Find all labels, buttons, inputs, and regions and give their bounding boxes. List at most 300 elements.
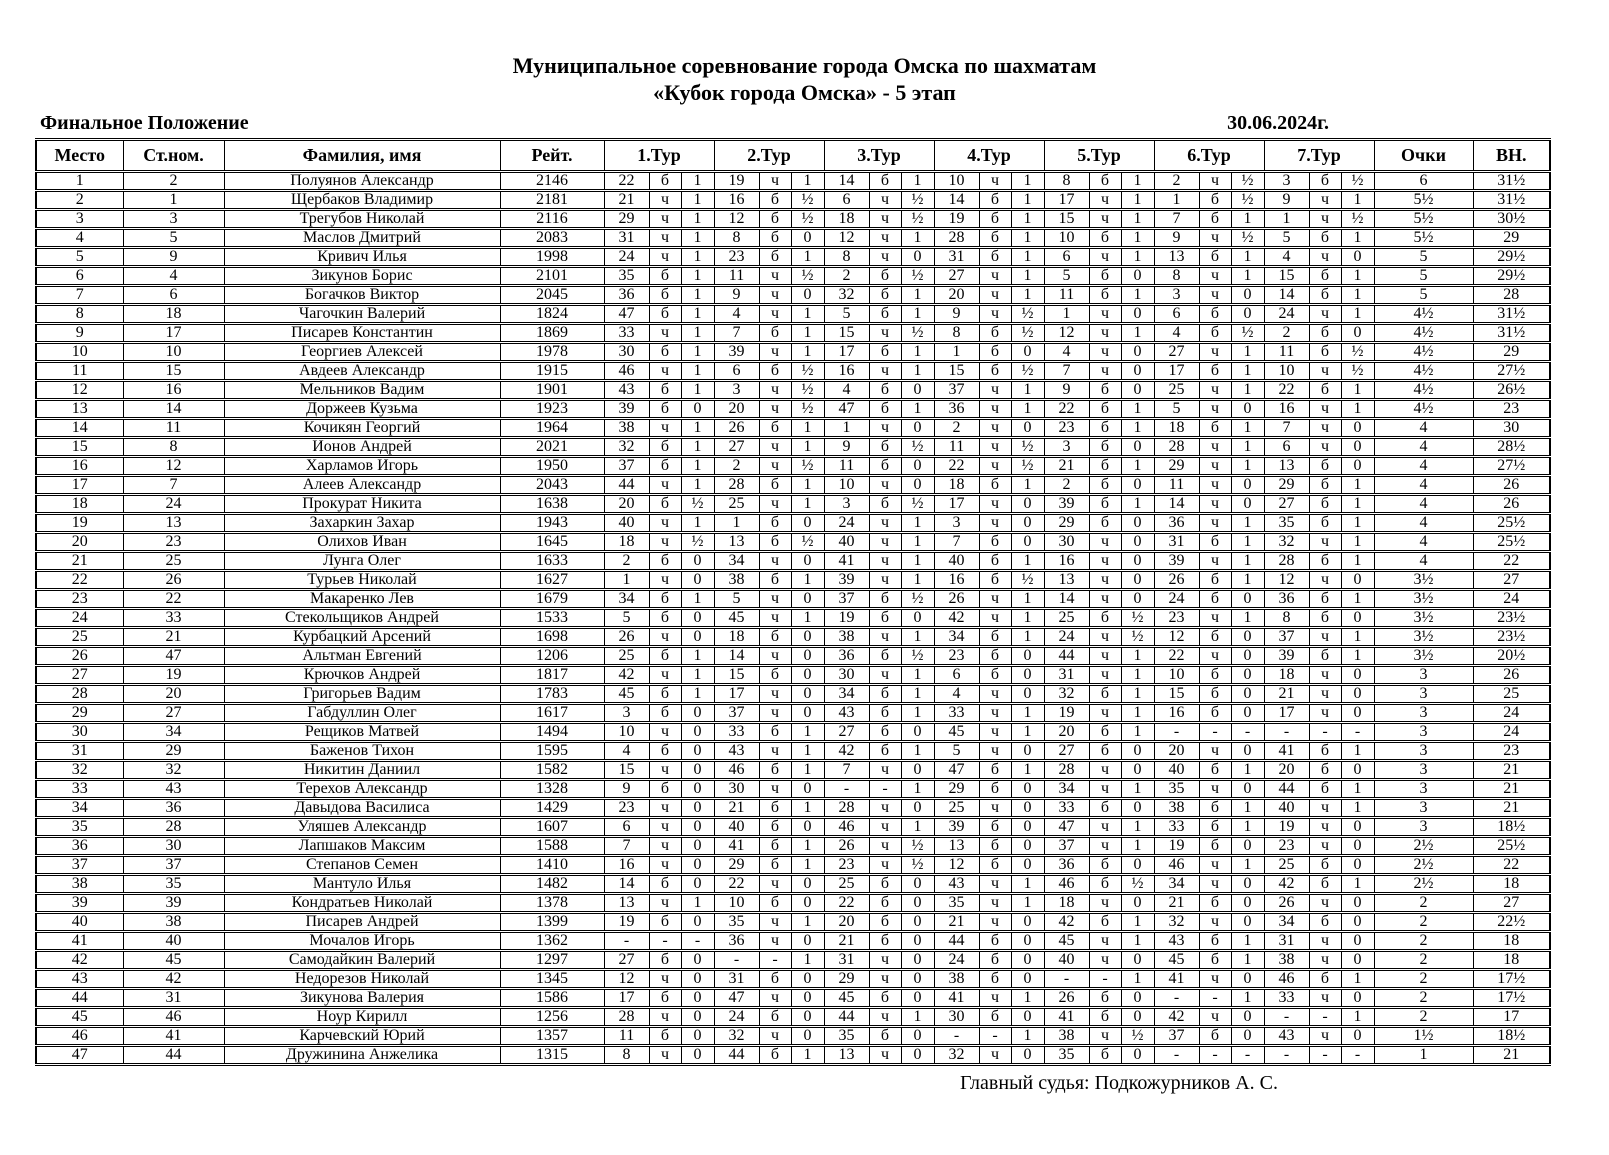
round-1-color-cell: б [649,438,681,457]
player-name-cell: Карчевский Юрий [224,1027,500,1046]
round-1-color-cell: ч [649,229,681,248]
round-6-color-cell: б [1199,419,1231,438]
round-5-color-cell: - [1089,970,1121,989]
player-name-cell: Стекольщиков Андрей [224,609,500,628]
player-name-cell: Писарев Константин [224,324,500,343]
round-7-opponent-cell: 28 [1264,552,1309,571]
round-5-opponent-cell: 9 [1044,381,1089,400]
round-3-result-cell: 1 [901,343,934,362]
round-3-color-cell: б [869,1027,901,1046]
round-7-opponent-cell: 8 [1264,609,1309,628]
rating-cell: 1783 [500,685,604,704]
round-5-result-cell: 0 [1121,514,1154,533]
round-5-result-cell: 1 [1121,419,1154,438]
round-5-result-cell: 0 [1121,381,1154,400]
round-1-result-cell: 0 [681,609,714,628]
table-row [36,324,1550,343]
place-cell: 20 [36,533,123,552]
round-6-result-cell: 1 [1231,210,1264,229]
round-1-result-cell: 0 [681,837,714,856]
place-cell: 26 [36,647,123,666]
round-4-color-cell: б [979,951,1011,970]
points-cell: 6 [1374,172,1473,191]
round-7-opponent-cell: 33 [1264,989,1309,1008]
round-4-opponent-cell: 6 [934,666,979,685]
round-1-result-cell: 1 [681,438,714,457]
round-6-result-cell: 1 [1231,932,1264,951]
round-6-result-cell: 1 [1231,514,1264,533]
round-3-color-cell: ч [869,324,901,343]
rating-cell: 1533 [500,609,604,628]
rating-cell: 1817 [500,666,604,685]
round-6-opponent-cell: 1 [1154,191,1199,210]
round-3-result-cell: 1 [901,400,934,419]
round-3-opponent-cell: 13 [824,1046,869,1065]
round-1-opponent-cell: 10 [604,723,649,742]
round-1-color-cell: ч [649,533,681,552]
rating-cell: 1824 [500,305,604,324]
round-7-color-cell: б [1309,609,1341,628]
round-1-result-cell: 0 [681,742,714,761]
round-7-opponent-cell: 16 [1264,400,1309,419]
round-5-opponent-cell: 10 [1044,229,1089,248]
round-5-result-cell: 0 [1121,1008,1154,1027]
round-6-opponent-cell: - [1154,723,1199,742]
round-5-opponent-cell: 40 [1044,951,1089,970]
round-2-result-cell: 1 [791,761,824,780]
round-5-color-cell: ч [1089,818,1121,837]
round-2-result-cell: 0 [791,514,824,533]
round-5-opponent-cell: 41 [1044,1008,1089,1027]
points-cell: 4½ [1374,400,1473,419]
round-2-color-cell: б [759,666,791,685]
round-7-color-cell: - [1309,1046,1341,1065]
round-5-result-cell: 1 [1121,970,1154,989]
round-6-result-cell: - [1231,1046,1264,1065]
round-7-color-cell: ч [1309,248,1341,267]
round-3-opponent-cell: 23 [824,856,869,875]
place-cell: 14 [36,419,123,438]
round-5-result-cell: 0 [1121,438,1154,457]
buchholz-cell: 23 [1473,742,1550,761]
buchholz-cell: 22 [1473,552,1550,571]
round-6-color-cell: ч [1199,438,1231,457]
points-cell: 5 [1374,248,1473,267]
round-6-color-cell: ч [1199,400,1231,419]
round-5-result-cell: 1 [1121,286,1154,305]
header-rating: Рейт. [500,140,604,172]
round-3-result-cell: ½ [901,647,934,666]
round-6-color-cell: ч [1199,780,1231,799]
round-5-result-cell: 1 [1121,248,1154,267]
round-3-opponent-cell: 15 [824,324,869,343]
round-6-color-cell: б [1199,191,1231,210]
table-row [36,248,1550,267]
round-3-result-cell: 1 [901,704,934,723]
round-5-color-cell: б [1089,229,1121,248]
buchholz-cell: 21 [1473,761,1550,780]
round-1-color-cell: ч [649,514,681,533]
round-6-opponent-cell: 31 [1154,533,1199,552]
round-7-result-cell: 1 [1341,742,1374,761]
rating-cell: 2043 [500,476,604,495]
round-3-result-cell: ½ [901,590,934,609]
round-3-opponent-cell: 11 [824,457,869,476]
round-6-opponent-cell: 38 [1154,799,1199,818]
round-4-opponent-cell: 17 [934,495,979,514]
round-4-opponent-cell: 10 [934,172,979,191]
start-number-cell: 33 [123,609,224,628]
rating-cell: 1998 [500,248,604,267]
round-7-opponent-cell: 15 [1264,267,1309,286]
start-number-cell: 6 [123,286,224,305]
player-name-cell: Прокурат Никита [224,495,500,514]
place-cell: 33 [36,780,123,799]
buchholz-cell: 25½ [1473,514,1550,533]
place-cell: 6 [36,267,123,286]
round-1-color-cell: ч [649,1008,681,1027]
round-6-result-cell: ½ [1231,172,1264,191]
round-3-result-cell: ½ [901,837,934,856]
round-1-opponent-cell: 16 [604,856,649,875]
round-6-opponent-cell: 42 [1154,1008,1199,1027]
round-5-color-cell: ч [1089,1027,1121,1046]
round-3-color-cell: ч [869,856,901,875]
round-5-opponent-cell: 38 [1044,1027,1089,1046]
round-7-color-cell: ч [1309,305,1341,324]
round-7-opponent-cell: 29 [1264,476,1309,495]
round-6-opponent-cell: 7 [1154,210,1199,229]
rating-cell: 1586 [500,989,604,1008]
round-3-result-cell: 1 [901,533,934,552]
round-7-color-cell: ч [1309,951,1341,970]
round-6-opponent-cell: 18 [1154,419,1199,438]
round-2-opponent-cell: - [714,951,759,970]
round-1-color-cell: ч [649,837,681,856]
round-2-result-cell: 0 [791,1027,824,1046]
round-6-opponent-cell: 8 [1154,267,1199,286]
round-3-opponent-cell: 9 [824,438,869,457]
round-4-result-cell: 1 [1011,476,1044,495]
round-4-result-cell: 1 [1011,552,1044,571]
round-1-result-cell: 1 [681,457,714,476]
round-3-opponent-cell: 36 [824,647,869,666]
round-5-result-cell: 1 [1121,932,1154,951]
player-name-cell: Маслов Дмитрий [224,229,500,248]
round-4-result-cell: 1 [1011,381,1044,400]
round-1-opponent-cell: 46 [604,362,649,381]
round-2-result-cell: 0 [791,552,824,571]
round-7-color-cell: ч [1309,932,1341,951]
round-6-result-cell: 0 [1231,1027,1264,1046]
round-4-color-cell: б [979,856,1011,875]
round-2-result-cell: 0 [791,666,824,685]
round-3-opponent-cell: 21 [824,932,869,951]
round-5-result-cell: 1 [1121,666,1154,685]
round-3-opponent-cell: 32 [824,286,869,305]
rating-cell: 1582 [500,761,604,780]
round-2-color-cell: ч [759,875,791,894]
round-4-result-cell: 1 [1011,609,1044,628]
points-cell: 5 [1374,267,1473,286]
round-7-color-cell: ч [1309,533,1341,552]
round-1-result-cell: 1 [681,229,714,248]
rating-cell: 1964 [500,419,604,438]
player-name-cell: Харламов Игорь [224,457,500,476]
player-name-cell: Терехов Александр [224,780,500,799]
table-row [36,552,1550,571]
round-3-opponent-cell: 14 [824,172,869,191]
points-cell: 3 [1374,666,1473,685]
round-1-opponent-cell: 18 [604,533,649,552]
round-5-opponent-cell: 19 [1044,704,1089,723]
round-1-result-cell: 0 [681,989,714,1008]
round-1-color-cell: б [649,875,681,894]
round-6-result-cell: 1 [1231,951,1264,970]
table-row [36,1008,1550,1027]
round-3-opponent-cell: 10 [824,476,869,495]
round-4-color-cell: ч [979,457,1011,476]
round-4-opponent-cell: 30 [934,1008,979,1027]
round-2-opponent-cell: 43 [714,742,759,761]
round-6-color-cell: б [1199,932,1231,951]
table-row [36,875,1550,894]
start-number-cell: 35 [123,875,224,894]
round-1-result-cell: ½ [681,533,714,552]
round-6-result-cell: 0 [1231,780,1264,799]
round-1-result-cell: 1 [681,476,714,495]
round-7-result-cell: 1 [1341,875,1374,894]
round-6-result-cell: 1 [1231,343,1264,362]
round-5-color-cell: ч [1089,210,1121,229]
round-4-color-cell: ч [979,1046,1011,1065]
player-name-cell: Кочикян Георгий [224,419,500,438]
round-2-opponent-cell: 12 [714,210,759,229]
round-6-opponent-cell: 16 [1154,704,1199,723]
round-6-color-cell: б [1199,533,1231,552]
round-7-opponent-cell: - [1264,1046,1309,1065]
player-name-cell: Курбацкий Арсений [224,628,500,647]
round-5-result-cell: 1 [1121,457,1154,476]
place-cell: 22 [36,571,123,590]
round-7-color-cell: - [1309,1008,1341,1027]
round-4-opponent-cell: 27 [934,267,979,286]
round-2-opponent-cell: 11 [714,267,759,286]
place-cell: 18 [36,495,123,514]
round-5-opponent-cell: 18 [1044,894,1089,913]
round-3-opponent-cell: 1 [824,419,869,438]
player-name-cell: Трегубов Николай [224,210,500,229]
round-4-opponent-cell: 37 [934,381,979,400]
round-5-color-cell: ч [1089,552,1121,571]
round-6-opponent-cell: 29 [1154,457,1199,476]
round-5-result-cell: ½ [1121,609,1154,628]
table-row [36,913,1550,932]
round-7-opponent-cell: 5 [1264,229,1309,248]
round-6-color-cell: - [1199,989,1231,1008]
round-6-result-cell: 0 [1231,837,1264,856]
table-row [36,362,1550,381]
round-5-opponent-cell: 7 [1044,362,1089,381]
rating-cell: 2101 [500,267,604,286]
place-cell: 19 [36,514,123,533]
round-6-result-cell: 0 [1231,400,1264,419]
round-1-result-cell: 1 [681,343,714,362]
round-6-color-cell: б [1199,210,1231,229]
round-5-opponent-cell: 27 [1044,742,1089,761]
rating-cell: 1679 [500,590,604,609]
round-1-result-cell: 1 [681,894,714,913]
place-cell: 4 [36,229,123,248]
place-cell: 38 [36,875,123,894]
round-2-result-cell: ½ [791,457,824,476]
player-name-cell: Мочалов Игорь [224,932,500,951]
round-5-opponent-cell: 11 [1044,286,1089,305]
round-1-result-cell: 0 [681,913,714,932]
round-4-color-cell: ч [979,514,1011,533]
points-cell: 2 [1374,989,1473,1008]
round-6-result-cell: 0 [1231,628,1264,647]
header-round-4: 4.Тур [934,140,1044,172]
round-6-result-cell: 1 [1231,799,1264,818]
round-1-result-cell: 1 [681,286,714,305]
round-5-result-cell: 1 [1121,780,1154,799]
round-4-opponent-cell: - [934,1027,979,1046]
round-2-result-cell: ½ [791,362,824,381]
round-3-result-cell: 0 [901,476,934,495]
place-cell: 7 [36,286,123,305]
round-2-opponent-cell: 41 [714,837,759,856]
round-7-result-cell: 1 [1341,590,1374,609]
points-cell: 4½ [1374,324,1473,343]
round-4-result-cell: 1 [1011,628,1044,647]
round-1-opponent-cell: 29 [604,210,649,229]
round-4-color-cell: ч [979,704,1011,723]
rating-cell: 1627 [500,571,604,590]
round-7-color-cell: ч [1309,210,1341,229]
round-3-result-cell: 1 [901,229,934,248]
round-5-result-cell: 1 [1121,172,1154,191]
round-4-result-cell: 1 [1011,191,1044,210]
buchholz-cell: 29 [1473,343,1550,362]
round-1-color-cell: б [649,590,681,609]
round-7-result-cell: 0 [1341,1027,1374,1046]
round-5-opponent-cell: 20 [1044,723,1089,742]
table-row [36,495,1550,514]
start-number-cell: 24 [123,495,224,514]
round-3-opponent-cell: 8 [824,248,869,267]
round-5-result-cell: 1 [1121,818,1154,837]
round-4-color-cell: б [979,628,1011,647]
round-7-color-cell: ч [1309,799,1341,818]
round-5-color-cell: б [1089,495,1121,514]
rating-cell: 1923 [500,400,604,419]
round-4-color-cell: ч [979,609,1011,628]
round-1-opponent-cell: - [604,932,649,951]
round-5-opponent-cell: 22 [1044,400,1089,419]
round-6-result-cell: 0 [1231,704,1264,723]
player-name-cell: Рещиков Матвей [224,723,500,742]
round-4-color-cell: ч [979,894,1011,913]
round-6-opponent-cell: 46 [1154,856,1199,875]
round-7-opponent-cell: 13 [1264,457,1309,476]
round-4-color-cell: б [979,476,1011,495]
round-2-opponent-cell: 3 [714,381,759,400]
round-1-result-cell: 0 [681,1027,714,1046]
round-4-result-cell: 1 [1011,989,1044,1008]
table-row [36,989,1550,1008]
round-6-color-cell: б [1199,666,1231,685]
round-2-color-cell: - [759,951,791,970]
round-3-opponent-cell: 17 [824,343,869,362]
place-cell: 36 [36,837,123,856]
buchholz-cell: 29 [1473,229,1550,248]
points-cell: 2½ [1374,837,1473,856]
round-7-opponent-cell: 2 [1264,324,1309,343]
rating-cell: 1943 [500,514,604,533]
round-6-result-cell: 1 [1231,419,1264,438]
round-3-opponent-cell: 39 [824,571,869,590]
round-3-result-cell: 0 [901,951,934,970]
round-4-color-cell: б [979,571,1011,590]
round-7-color-cell: ч [1309,666,1341,685]
round-1-color-cell: б [649,989,681,1008]
round-2-opponent-cell: 37 [714,704,759,723]
table-row [36,438,1550,457]
round-4-color-cell: ч [979,286,1011,305]
round-3-color-cell: б [869,875,901,894]
round-2-opponent-cell: 13 [714,533,759,552]
start-number-cell: 20 [123,685,224,704]
round-2-color-cell: ч [759,685,791,704]
round-3-result-cell: 0 [901,609,934,628]
round-3-opponent-cell: 18 [824,210,869,229]
round-7-opponent-cell: 42 [1264,875,1309,894]
round-7-color-cell: ч [1309,704,1341,723]
round-4-result-cell: 1 [1011,894,1044,913]
table-row [36,818,1550,837]
header-player-name: Фамилия, имя [224,140,500,172]
round-1-result-cell: 1 [681,324,714,343]
round-3-result-cell: 1 [901,1008,934,1027]
start-number-cell: 42 [123,970,224,989]
buchholz-cell: 24 [1473,704,1550,723]
round-5-color-cell: ч [1089,324,1121,343]
round-6-color-cell: б [1199,818,1231,837]
table-row [36,970,1550,989]
round-1-opponent-cell: 23 [604,799,649,818]
round-7-color-cell: б [1309,381,1341,400]
points-cell: 2 [1374,932,1473,951]
round-6-opponent-cell: 5 [1154,400,1199,419]
round-3-result-cell: ½ [901,438,934,457]
round-6-opponent-cell: 45 [1154,951,1199,970]
round-4-color-cell: ч [979,989,1011,1008]
start-number-cell: 11 [123,419,224,438]
buchholz-cell: 28½ [1473,438,1550,457]
round-7-result-cell: 1 [1341,286,1374,305]
round-1-opponent-cell: 40 [604,514,649,533]
round-3-result-cell: 1 [901,666,934,685]
round-3-result-cell: 0 [901,894,934,913]
points-cell: 3 [1374,780,1473,799]
round-2-result-cell: 0 [791,704,824,723]
round-6-result-cell: 0 [1231,666,1264,685]
round-3-opponent-cell: 42 [824,742,869,761]
rating-cell: 2146 [500,172,604,191]
table-row [36,210,1550,229]
round-4-color-cell: б [979,818,1011,837]
